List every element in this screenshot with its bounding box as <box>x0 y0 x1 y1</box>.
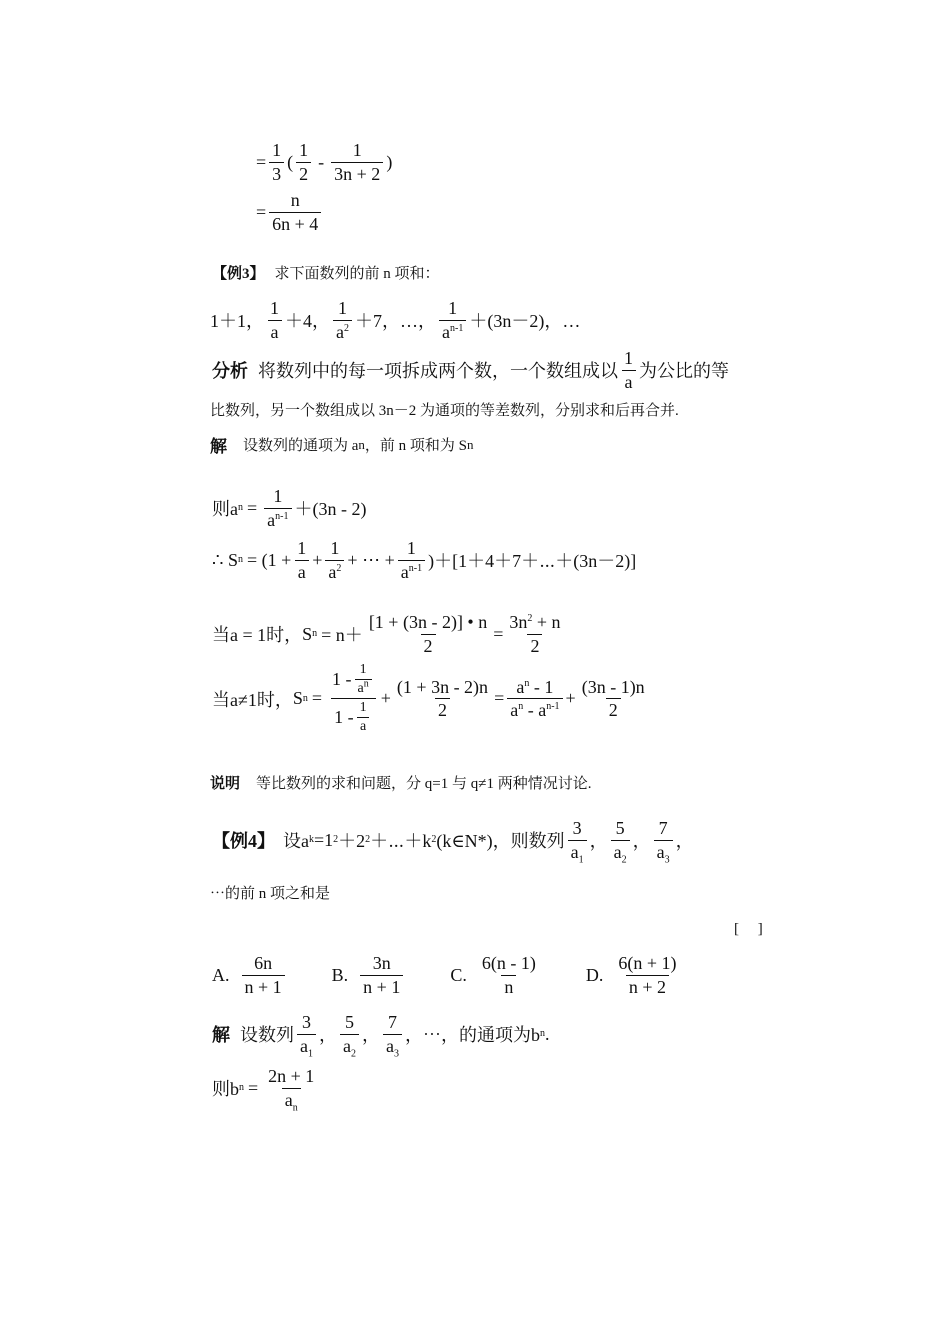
analysis-label: 分析 <box>212 361 248 382</box>
fraction: $\frac{a^n - 1}{a^n - a^{n-1}}$ <box>507 677 562 721</box>
fraction: $\frac{1}{a}$ <box>294 538 309 582</box>
fraction: $\frac{1}{a^{n-1}}$ <box>439 298 466 342</box>
solution-line: 解 设数列的通项为 a n ，前 n 项和为 S n <box>210 432 474 457</box>
equals-sign: = <box>256 151 267 172</box>
solution-label: 解 <box>210 437 227 456</box>
fraction: $\frac{2n + 1}{a_n}$ <box>268 1066 315 1114</box>
fraction: $\frac{7}{a_3}$ <box>654 818 673 862</box>
example-label: 【例4】 <box>212 831 275 852</box>
an-formula: 则a n = $\frac{1}{a^{n-1}}$ ＋(3n - 2) <box>212 486 367 530</box>
options-line <box>212 953 682 997</box>
example-text: 求下面数列的前 n 项和： <box>274 266 440 282</box>
note-line: 说明 等比数列的求和问题，分 q=1 与 q≠1 两种情况讨论. <box>210 772 591 793</box>
fraction: $\frac{1}{a^2}$ <box>333 298 352 342</box>
option-c[interactable]: C. $\frac{6(n - 1)}{n}$ <box>450 953 536 997</box>
note-label: 说明 <box>210 776 241 792</box>
analysis-line-2: 比数列，另一个数组成以 3n－2 为通项的等差数列，分别求和后再合并. <box>210 403 679 419</box>
fraction: $\frac{3}{a_1}$ <box>297 1012 316 1056</box>
bn-formula: 则b n = $\frac{2n + 1}{a_n}$ <box>212 1066 320 1110</box>
option-d[interactable]: D. $\frac{6(n + 1)}{n + 2}$ <box>585 953 677 997</box>
solution-label: 解 <box>212 1025 230 1046</box>
example-4-line-2: ⋯的前 n 项之和是 <box>210 886 331 902</box>
formula-line-2: = $\frac{n}{6n + 4}$ <box>256 190 324 234</box>
sequence-line: 1＋1， $\frac{1}{a}$ ＋4， $\frac{1}{a^2}$ ＋7，…， $\frac{1}{a^{n-1}}$ ＋(3n－2)，… <box>210 298 581 342</box>
fraction: $\frac{5}{a_2}$ <box>340 1012 359 1056</box>
sn-formula: ∴ S n = (1 + $\frac{1}{a}$ + $\frac{1}{a^2}$ + ⋯ + $\frac{1}{a^{n-1}}$ )＋[1＋4＋7＋⋯＋(3n－2)] <box>212 538 637 582</box>
analysis-line: 分析 将数列中的每一项拆成两个数，一个数组成以 $\frac{1}{a}$ 为公比的等 <box>212 348 729 392</box>
formula-line-1: = $\frac{1}{3}$ ( $\frac{1}{2}$ - $\frac{1}{3n + 2}$ ) <box>256 140 393 184</box>
fraction: $\frac{1}{3}$ <box>269 140 284 184</box>
compound-fraction: 1 - $\frac{1}{a^n}$ 1 - $\frac{1}{a}$ <box>329 662 378 735</box>
fraction: $\frac{1}{2}$ <box>296 140 311 184</box>
fraction: $\frac{1}{3n + 2}$ <box>331 140 383 184</box>
example-4-line: 【例4】 设a k =1 2 ＋2 2 ＋⋯＋k 2 (k∈N*)，则数列 $\frac{3}{a_1}$ ， $\frac{5}{a_2}$ ， $\frac{7}{a_3}$ ， <box>212 818 694 866</box>
fraction: $\frac{7}{a_3}$ <box>383 1012 402 1056</box>
fraction: $\frac{1}{a}$ <box>267 298 282 342</box>
fraction: $\frac{(1 + 3n - 2)n}{2}$ <box>396 676 489 721</box>
fraction: $\frac{1}{a}$ <box>621 348 636 392</box>
example-label: 【例3】 <box>212 266 265 282</box>
fraction: $\frac{3n^2 + n}{2}$ <box>509 612 561 656</box>
solution-4-line: 解 设数列 $\frac{3}{a_1}$ ， $\frac{5}{a_2}$ ， $\frac{7}{a_3}$ ，⋯，的通项为b n . <box>212 1012 550 1060</box>
case-a-not-1: 当a≠1时， S n = 1 - $\frac{1}{a^n}$ 1 - $\frac{1}{a}$ + $\frac{(1 + 3n - 2)n}{2}$ = $\frac{a^n - 1}{a^n - a^{n-1}}$ + $\frac{(3n - 1)n}{2}$ <box>212 662 651 735</box>
option-a[interactable]: A. $\frac{6n}{n + 1}$ <box>212 953 288 997</box>
example-3-heading <box>212 262 440 283</box>
fraction: $\frac{1}{a^{n-1}}$ <box>264 486 291 530</box>
answer-bracket: [ ] <box>734 921 763 937</box>
fraction: $\frac{[1 + (3n - 2)] • n}{2}$ <box>368 612 488 656</box>
fraction: $\frac{1}{a^{n-1}}$ <box>398 538 425 582</box>
case-a-equals-1: 当a = 1时， S n = n＋ $\frac{[1 + (3n - 2)] • n}{2}$ = $\frac{3n^2 + n}{2}$ <box>212 612 567 656</box>
option-b[interactable]: B. $\frac{3n}{n + 1}$ <box>332 953 407 997</box>
fraction: $\frac{n}{6n + 4}$ <box>269 190 321 234</box>
fraction: $\frac{5}{a_2}$ <box>611 818 630 862</box>
fraction: $\frac{1}{a^2}$ <box>325 538 344 582</box>
fraction: $\frac{(3n - 1)n}{2}$ <box>581 676 645 721</box>
fraction: $\frac{3}{a_1}$ <box>568 818 587 862</box>
